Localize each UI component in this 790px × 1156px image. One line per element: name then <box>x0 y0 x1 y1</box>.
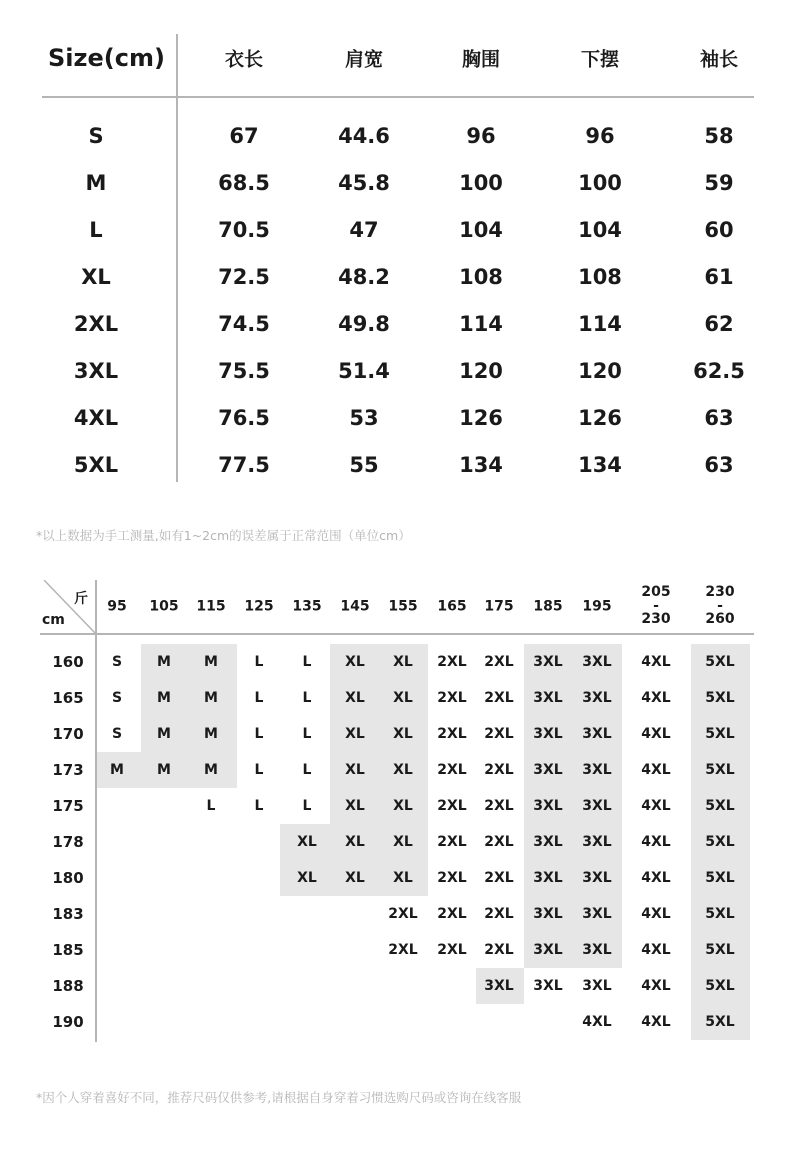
recommended-size: 2XL <box>484 906 514 922</box>
column-header: 肩宽 <box>344 48 384 71</box>
recommended-size: 5XL <box>705 762 735 778</box>
measurement-value: 76.5 <box>218 406 270 430</box>
weight-header: 125 <box>244 598 274 615</box>
recommended-size: 3XL <box>533 978 563 994</box>
recommended-size: L <box>302 654 312 670</box>
size-label: 5XL <box>73 453 119 477</box>
recommended-size: 2XL <box>437 870 467 886</box>
measurement-value: 77.5 <box>218 453 270 477</box>
measurement-value: 60 <box>704 218 734 242</box>
recommended-size: L <box>254 726 264 742</box>
size-label: 4XL <box>73 406 119 430</box>
recommended-size: L <box>206 798 216 814</box>
recommended-size: 4XL <box>641 762 671 778</box>
recommended-size: 2XL <box>437 798 467 814</box>
measurement-value: 74.5 <box>218 312 270 336</box>
recommended-size: 2XL <box>388 942 418 958</box>
recommended-size: 4XL <box>641 1014 671 1030</box>
recommended-size: 2XL <box>484 726 514 742</box>
recommended-size: 5XL <box>705 1014 735 1030</box>
measurement-value: 48.2 <box>338 265 390 289</box>
recommended-size: 2XL <box>437 834 467 850</box>
measurement-table <box>0 0 790 500</box>
weight-header: 135 <box>292 598 322 615</box>
height-column-divider <box>95 580 97 1042</box>
recommended-size: 2XL <box>484 690 514 706</box>
weight-header-dash: - <box>717 598 723 614</box>
recommended-size: 3XL <box>582 726 612 742</box>
measurement-value: 47 <box>349 218 379 242</box>
recommended-size: 2XL <box>437 906 467 922</box>
measurement-value: 51.4 <box>338 359 390 383</box>
recommended-size: 3XL <box>533 942 563 958</box>
recommended-size: M <box>157 762 171 778</box>
weight-header-top: 230 <box>705 584 735 600</box>
measurement-value: 67 <box>229 124 259 148</box>
recommended-size: 4XL <box>641 798 671 814</box>
column-header: 袖长 <box>699 48 739 71</box>
weight-header-bottom: 260 <box>705 611 735 627</box>
measurement-value: 72.5 <box>218 265 270 289</box>
measurement-value: 120 <box>459 359 503 383</box>
measurement-value: 44.6 <box>338 124 390 148</box>
recommended-size: 2XL <box>437 762 467 778</box>
measurement-value: 45.8 <box>338 171 390 195</box>
recommended-size: 3XL <box>582 690 612 706</box>
recommended-size: XL <box>393 654 413 670</box>
recommended-size: 5XL <box>705 906 735 922</box>
recommended-size: 4XL <box>641 654 671 670</box>
measurement-value: 100 <box>578 171 622 195</box>
column-header: 胸围 <box>461 48 501 71</box>
recommended-size: 3XL <box>533 654 563 670</box>
measurement-value: 49.8 <box>338 312 390 336</box>
recommended-size: 4XL <box>641 870 671 886</box>
recommended-size: 3XL <box>533 762 563 778</box>
measurement-value: 114 <box>578 312 622 336</box>
recommended-size: M <box>157 654 171 670</box>
measurement-value: 70.5 <box>218 218 270 242</box>
recommended-size: M <box>204 726 218 742</box>
recommended-size: 4XL <box>641 906 671 922</box>
recommended-size: 2XL <box>437 654 467 670</box>
measurement-value: 108 <box>578 265 622 289</box>
height-label: 185 <box>52 941 84 959</box>
recommended-size: 3XL <box>582 654 612 670</box>
weight-header: 95 <box>107 598 127 615</box>
measurement-value: 120 <box>578 359 622 383</box>
recommended-size: XL <box>393 798 413 814</box>
measurement-value: 62.5 <box>693 359 745 383</box>
recommended-size: 3XL <box>533 906 563 922</box>
size-label: L <box>89 218 103 242</box>
recommended-size: XL <box>393 834 413 850</box>
recommended-size: L <box>254 798 264 814</box>
recommended-size: 4XL <box>641 834 671 850</box>
weight-row-divider <box>40 633 754 635</box>
weight-header: 175 <box>484 598 514 615</box>
measurement-value: 53 <box>349 406 379 430</box>
recommended-size: 4XL <box>582 1014 612 1030</box>
recommended-size: L <box>302 726 312 742</box>
size-label: 2XL <box>73 312 119 336</box>
height-label: 183 <box>52 905 84 923</box>
header-row-divider <box>42 96 754 98</box>
weight-header: 195 <box>582 598 612 615</box>
size-label: XL <box>81 265 111 289</box>
weight-header <box>705 584 734 628</box>
recommended-size: 2XL <box>484 798 514 814</box>
size-label: S <box>88 124 104 148</box>
recommended-size: L <box>302 798 312 814</box>
measurement-value: 61 <box>704 265 734 289</box>
weight-header: 185 <box>533 598 563 615</box>
recommended-size: M <box>157 690 171 706</box>
recommended-size: M <box>204 762 218 778</box>
recommended-size: M <box>204 690 218 706</box>
measurement-note: *以上数据为手工测量,如有1~2cm的误差属于正常范围（单位cm） <box>36 528 411 543</box>
measurement-value: 100 <box>459 171 503 195</box>
weight-header: 115 <box>196 598 226 615</box>
recommended-size: XL <box>345 654 365 670</box>
size-label: 3XL <box>73 359 119 383</box>
recommended-size: 3XL <box>533 726 563 742</box>
recommended-size: 3XL <box>582 978 612 994</box>
weight-unit-label: 斤 <box>74 591 88 607</box>
column-header: 衣长 <box>224 48 264 71</box>
recommended-size: M <box>110 762 124 778</box>
recommended-size: 5XL <box>705 798 735 814</box>
measurement-value: 96 <box>585 124 615 148</box>
recommended-size: XL <box>345 870 365 886</box>
recommended-size: S <box>111 690 123 706</box>
recommended-size: M <box>204 654 218 670</box>
recommended-size: M <box>157 726 171 742</box>
weight-header <box>641 584 670 628</box>
recommended-size: 2XL <box>484 870 514 886</box>
height-label: 160 <box>52 653 84 671</box>
height-label: 173 <box>52 761 84 779</box>
shaded-block <box>141 644 237 788</box>
recommended-size: 3XL <box>582 834 612 850</box>
recommended-size: 2XL <box>388 906 418 922</box>
recommended-size: 3XL <box>484 978 514 994</box>
recommended-size: L <box>302 762 312 778</box>
measurement-value: 126 <box>459 406 503 430</box>
height-unit-label: cm <box>42 612 65 628</box>
recommended-size: L <box>254 654 264 670</box>
measurement-value: 55 <box>349 453 379 477</box>
measurement-value: 126 <box>578 406 622 430</box>
recommended-size: XL <box>297 870 317 886</box>
weight-header: 155 <box>388 598 418 615</box>
recommended-size: 2XL <box>437 726 467 742</box>
measurement-value: 58 <box>704 124 734 148</box>
height-label: 165 <box>52 689 84 707</box>
recommended-size: 2XL <box>484 762 514 778</box>
weight-header-dash: - <box>653 598 659 614</box>
recommended-size: 2XL <box>437 942 467 958</box>
recommended-size: 2XL <box>437 690 467 706</box>
recommended-size: XL <box>393 870 413 886</box>
measurement-value: 104 <box>578 218 622 242</box>
recommended-size: XL <box>345 834 365 850</box>
height-label: 180 <box>52 869 84 887</box>
recommended-size: 3XL <box>582 870 612 886</box>
recommended-size: 5XL <box>705 654 735 670</box>
weight-header: 145 <box>340 598 370 615</box>
recommended-size: 3XL <box>533 870 563 886</box>
recommended-size: XL <box>345 726 365 742</box>
recommended-size: L <box>254 762 264 778</box>
recommended-size: XL <box>345 690 365 706</box>
measurement-value: 134 <box>459 453 503 477</box>
measurement-value: 75.5 <box>218 359 270 383</box>
height-label: 188 <box>52 977 84 995</box>
height-label: 175 <box>52 797 84 815</box>
recommendation-note: *因个人穿着喜好不同，推荐尺码仅供参考,请根据自身穿着习惯选购尺码或咨询在线客服 <box>36 1090 522 1105</box>
recommended-size: 5XL <box>705 690 735 706</box>
recommended-size: 2XL <box>484 942 514 958</box>
recommended-size: 4XL <box>641 726 671 742</box>
height-label: 178 <box>52 833 84 851</box>
recommended-size: L <box>302 690 312 706</box>
measurement-value: 62 <box>704 312 734 336</box>
recommended-size: S <box>111 654 123 670</box>
recommended-size: 3XL <box>582 798 612 814</box>
recommended-size: 5XL <box>705 870 735 886</box>
measurement-value: 134 <box>578 453 622 477</box>
header-column-divider <box>176 34 178 482</box>
weight-header: 165 <box>437 598 467 615</box>
height-label: 170 <box>52 725 84 743</box>
recommended-size: 4XL <box>641 690 671 706</box>
recommended-size: XL <box>345 798 365 814</box>
measurement-value: 104 <box>459 218 503 242</box>
measurement-value: 59 <box>704 171 734 195</box>
recommended-size: 3XL <box>582 942 612 958</box>
recommended-size: 2XL <box>484 654 514 670</box>
weight-header-top: 205 <box>641 584 671 600</box>
recommended-size: 5XL <box>705 834 735 850</box>
recommended-size: XL <box>393 726 413 742</box>
recommended-size: XL <box>393 690 413 706</box>
column-header: 下摆 <box>580 48 620 71</box>
recommended-size: 3XL <box>582 762 612 778</box>
measurement-value: 63 <box>704 453 734 477</box>
measurement-value: 114 <box>459 312 503 336</box>
recommended-size: 3XL <box>533 834 563 850</box>
recommended-size: S <box>111 726 123 742</box>
height-label: 190 <box>52 1013 84 1031</box>
recommended-size: XL <box>345 762 365 778</box>
recommended-size: 4XL <box>641 942 671 958</box>
recommended-size: 3XL <box>533 690 563 706</box>
measurement-value: 68.5 <box>218 171 270 195</box>
measurement-value: 108 <box>459 265 503 289</box>
measurement-value: 96 <box>466 124 496 148</box>
size-label: M <box>85 171 107 195</box>
recommended-size: 3XL <box>582 906 612 922</box>
recommended-size: 2XL <box>484 834 514 850</box>
weight-header: 105 <box>149 598 179 615</box>
weight-header-bottom: 230 <box>641 611 671 627</box>
recommended-size: 5XL <box>705 978 735 994</box>
recommended-size: 5XL <box>705 942 735 958</box>
recommended-size: XL <box>297 834 317 850</box>
size-recommendation-table <box>0 580 790 1060</box>
measurement-value: 63 <box>704 406 734 430</box>
recommended-size: 5XL <box>705 726 735 742</box>
size-unit-header: Size(cm) <box>48 44 165 72</box>
recommended-size: XL <box>393 762 413 778</box>
recommended-size: 4XL <box>641 978 671 994</box>
recommended-size: 3XL <box>533 798 563 814</box>
recommended-size: L <box>254 690 264 706</box>
